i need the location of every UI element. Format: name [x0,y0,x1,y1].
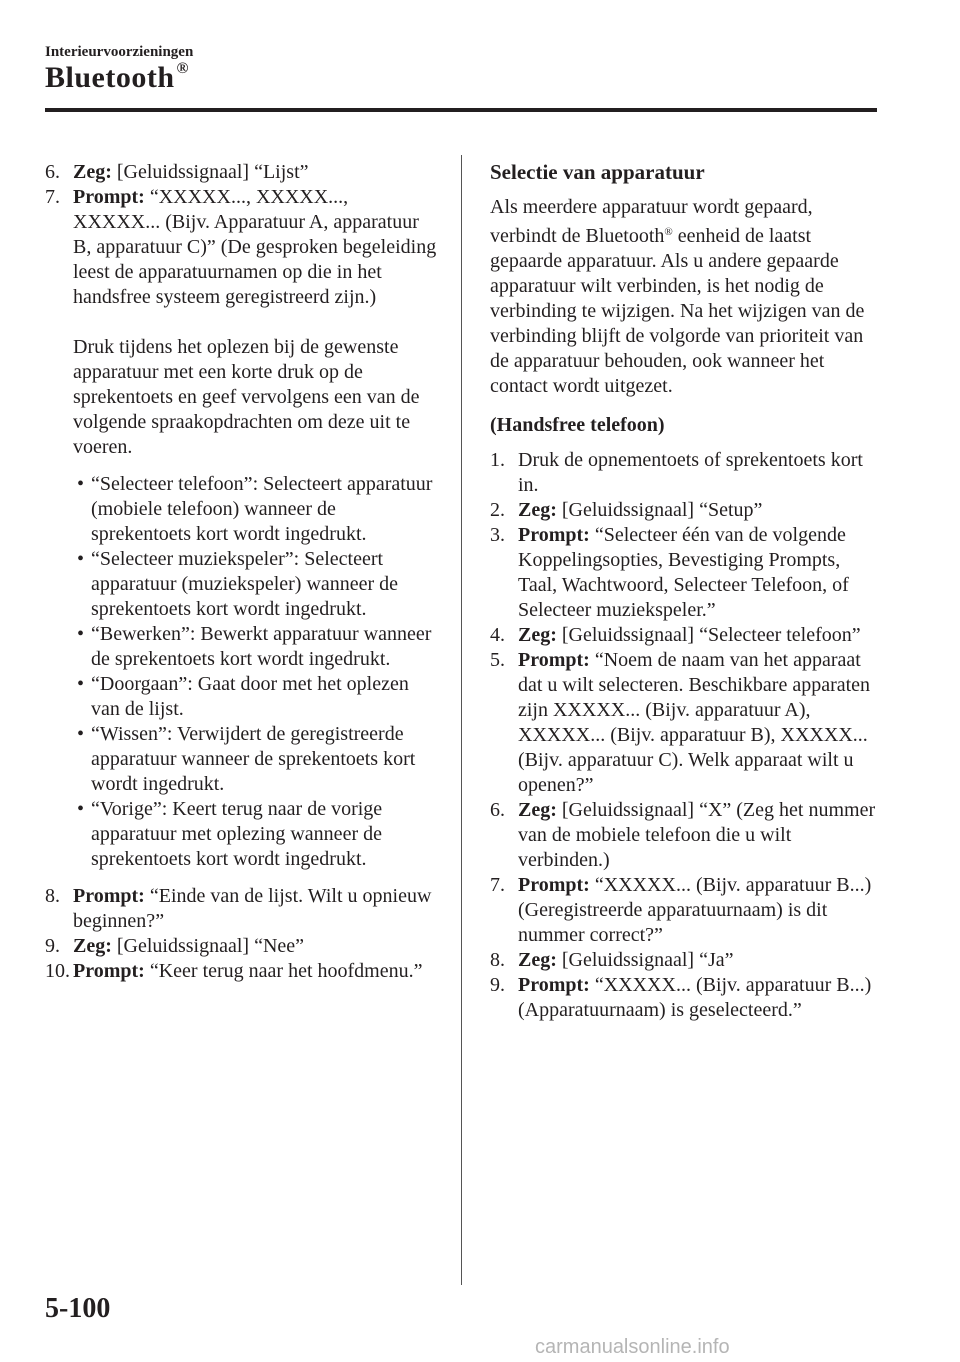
item-number: 10. [45,960,70,982]
item-number: 9. [490,974,505,996]
page-title [45,60,189,95]
list-item [73,547,440,622]
watermark: carmanualsonline.info [535,1336,730,1358]
item-number: 5. [490,649,505,671]
item-text: [Geluidssignaal] “Lijst” [111,161,309,183]
item-keyword: Prompt: [518,974,590,996]
list-item [490,973,880,1023]
item-text: [Geluidssignaal] “X” (Zeg het nummer van de mobiele telefoon die u wilt verbinden.) [518,799,876,871]
item-number: 9. [45,935,60,957]
item-text: “Keer terug naar het hoofdmenu.” [144,960,423,982]
right-column [490,160,880,1023]
item-number: 3. [490,524,505,546]
header-rule [45,108,877,112]
item-keyword: Prompt: [518,649,590,671]
item-number: 7. [45,186,60,208]
steps-list-c [490,448,880,1023]
item-number: 8. [490,949,505,971]
section-label: Interieurvoorzieningen [45,44,194,60]
steps-list-a [45,160,440,310]
item-text: “XXXXX... (Bijv. apparatuur B...) (Apparatuurnaam) is geselecteerd.” [518,974,872,1021]
item-keyword: Zeg: [518,624,557,646]
item-keyword: Zeg: [518,799,557,821]
item-keyword: Prompt: [73,186,145,208]
item-keyword: Prompt: [518,874,590,896]
bullet-icon: • [77,798,85,820]
item-keyword: Zeg: [518,949,557,971]
list-item [490,873,880,948]
list-item [490,798,880,873]
bullet-icon: • [77,673,85,695]
list-item [45,959,440,984]
intro-paragraph [490,195,880,399]
page-number: 5-100 [45,1293,111,1324]
item-keyword: Zeg: [73,161,112,183]
list-item [490,623,880,648]
list-item [73,797,440,872]
item-keyword: Zeg: [73,935,112,957]
list-item [73,622,440,672]
steps-list-b [45,884,440,984]
page-title-text: Bluetooth [45,61,175,94]
intro-text-part2: eenheid de laatst gepaarde apparatuur. Als u andere gepaarde apparatuur wilt verbinden, is het nodig de verbinding te wijzigen. Na het wijzigen van de verbinding blijft de volgorde van prioriteit van de apparatuur behouden, ook wanneer het contact wordt uitgezet. [490,225,865,397]
item-text: “Einde van de lijst. Wilt u opnieuw beginnen?” [73,885,432,932]
item-text: “XXXXX... (Bijv. apparatuur B...) (Geregistreerde apparatuurnaam) is dit nummer correct?” [518,874,872,946]
bullet-icon: • [77,548,85,570]
item-number: 6. [490,799,505,821]
item-keyword: Prompt: [73,960,145,982]
item-text: “Selecteer één van de volgende Koppelingsopties, Bevestiging Prompts, Taal, Wachtwoord, Selecteer Telefoon, of Selecteer muziekspeler.” [518,524,849,621]
item-number: 4. [490,624,505,646]
bullet-icon: • [77,723,85,745]
list-item [73,722,440,797]
item-text: Druk de opnementoets of sprekentoets kort in. [518,449,863,496]
list-item [490,523,880,623]
item-text: “Noem de naam van het apparaat dat u wilt selecteren. Beschikbare apparaten zijn XXXXX... (Bijv. apparatuur A), XXXXX... (Bijv. apparatuur B), XXXXX... (Bijv. apparatuur C). Welk apparaat wilt u openen?” [518,649,871,796]
item-number: 7. [490,874,505,896]
item-number: 1. [490,449,505,471]
list-item [45,160,440,185]
list-item [490,648,880,798]
bullet-text: “Vorige”: Keert terug naar de vorige apparatuur met oplezing wanneer de sprekentoets kort wordt ingedrukt. [91,798,383,870]
item-keyword: Zeg: [518,499,557,521]
list-item [490,448,880,498]
bullet-text: “Selecteer telefoon”: Selecteert apparatuur (mobiele telefoon) wanneer de sprekentoets kort wordt ingedrukt. [91,473,433,545]
item-text: [Geluidssignaal] “Nee” [111,935,305,957]
list-item [490,948,880,973]
bullet-text: “Doorgaan”: Gaat door met het oplezen van de lijst. [91,673,409,720]
item-text: [Geluidssignaal] “Setup” [556,499,763,521]
list-item [45,884,440,934]
item-number: 2. [490,499,505,521]
voice-command-list [45,472,440,872]
item-keyword: Prompt: [518,524,590,546]
list-item [45,185,440,310]
item-text: [Geluidssignaal] “Selecteer telefoon” [556,624,861,646]
item-text: [Geluidssignaal] “Ja” [556,949,734,971]
registered-mark: ® [176,60,189,77]
intro-text-part1: Als meerdere apparatuur wordt gepaard, verbindt de Bluetooth [490,196,813,247]
left-column [45,160,440,984]
bullet-icon: • [77,473,85,495]
bullet-icon: • [77,623,85,645]
list-item [490,498,880,523]
instruction-paragraph: Druk tijdens het oplezen bij de gewenste apparatuur met een korte druk op de sprekentoets en geef vervolgens een van de volgende spraakopdrachten om deze uit te voeren. [73,336,420,458]
list-item [45,934,440,959]
intro-registered-mark: ® [664,226,673,238]
bullet-text: “Bewerken”: Bewerkt apparatuur wanneer de sprekentoets kort wordt ingedrukt. [91,623,432,670]
list-item [73,472,440,547]
item-keyword: Prompt: [73,885,145,907]
bullet-text: “Wissen”: Verwijdert de geregistreerde apparatuur wanneer de sprekentoets kort wordt ingedrukt. [91,723,416,795]
item-number: 8. [45,885,60,907]
list-item [73,672,440,722]
column-divider [461,155,462,1285]
section-heading: Selectie van apparatuur [490,160,705,184]
bullet-text: “Selecteer muziekspeler”: Selecteert apparatuur (muziekspeler) wanneer de sprekentoets kort wordt ingedrukt. [91,548,399,620]
item-text: “XXXXX..., XXXXX..., XXXXX... (Bijv. Apparatuur A, apparatuur B, apparatuur C)” (De gesproken begeleiding leest de apparatuurnamen op die in het handsfree systeem geregistreerd zijn.) [73,186,437,308]
item-number: 6. [45,161,60,183]
subheading: (Handsfree telefoon) [490,414,665,436]
